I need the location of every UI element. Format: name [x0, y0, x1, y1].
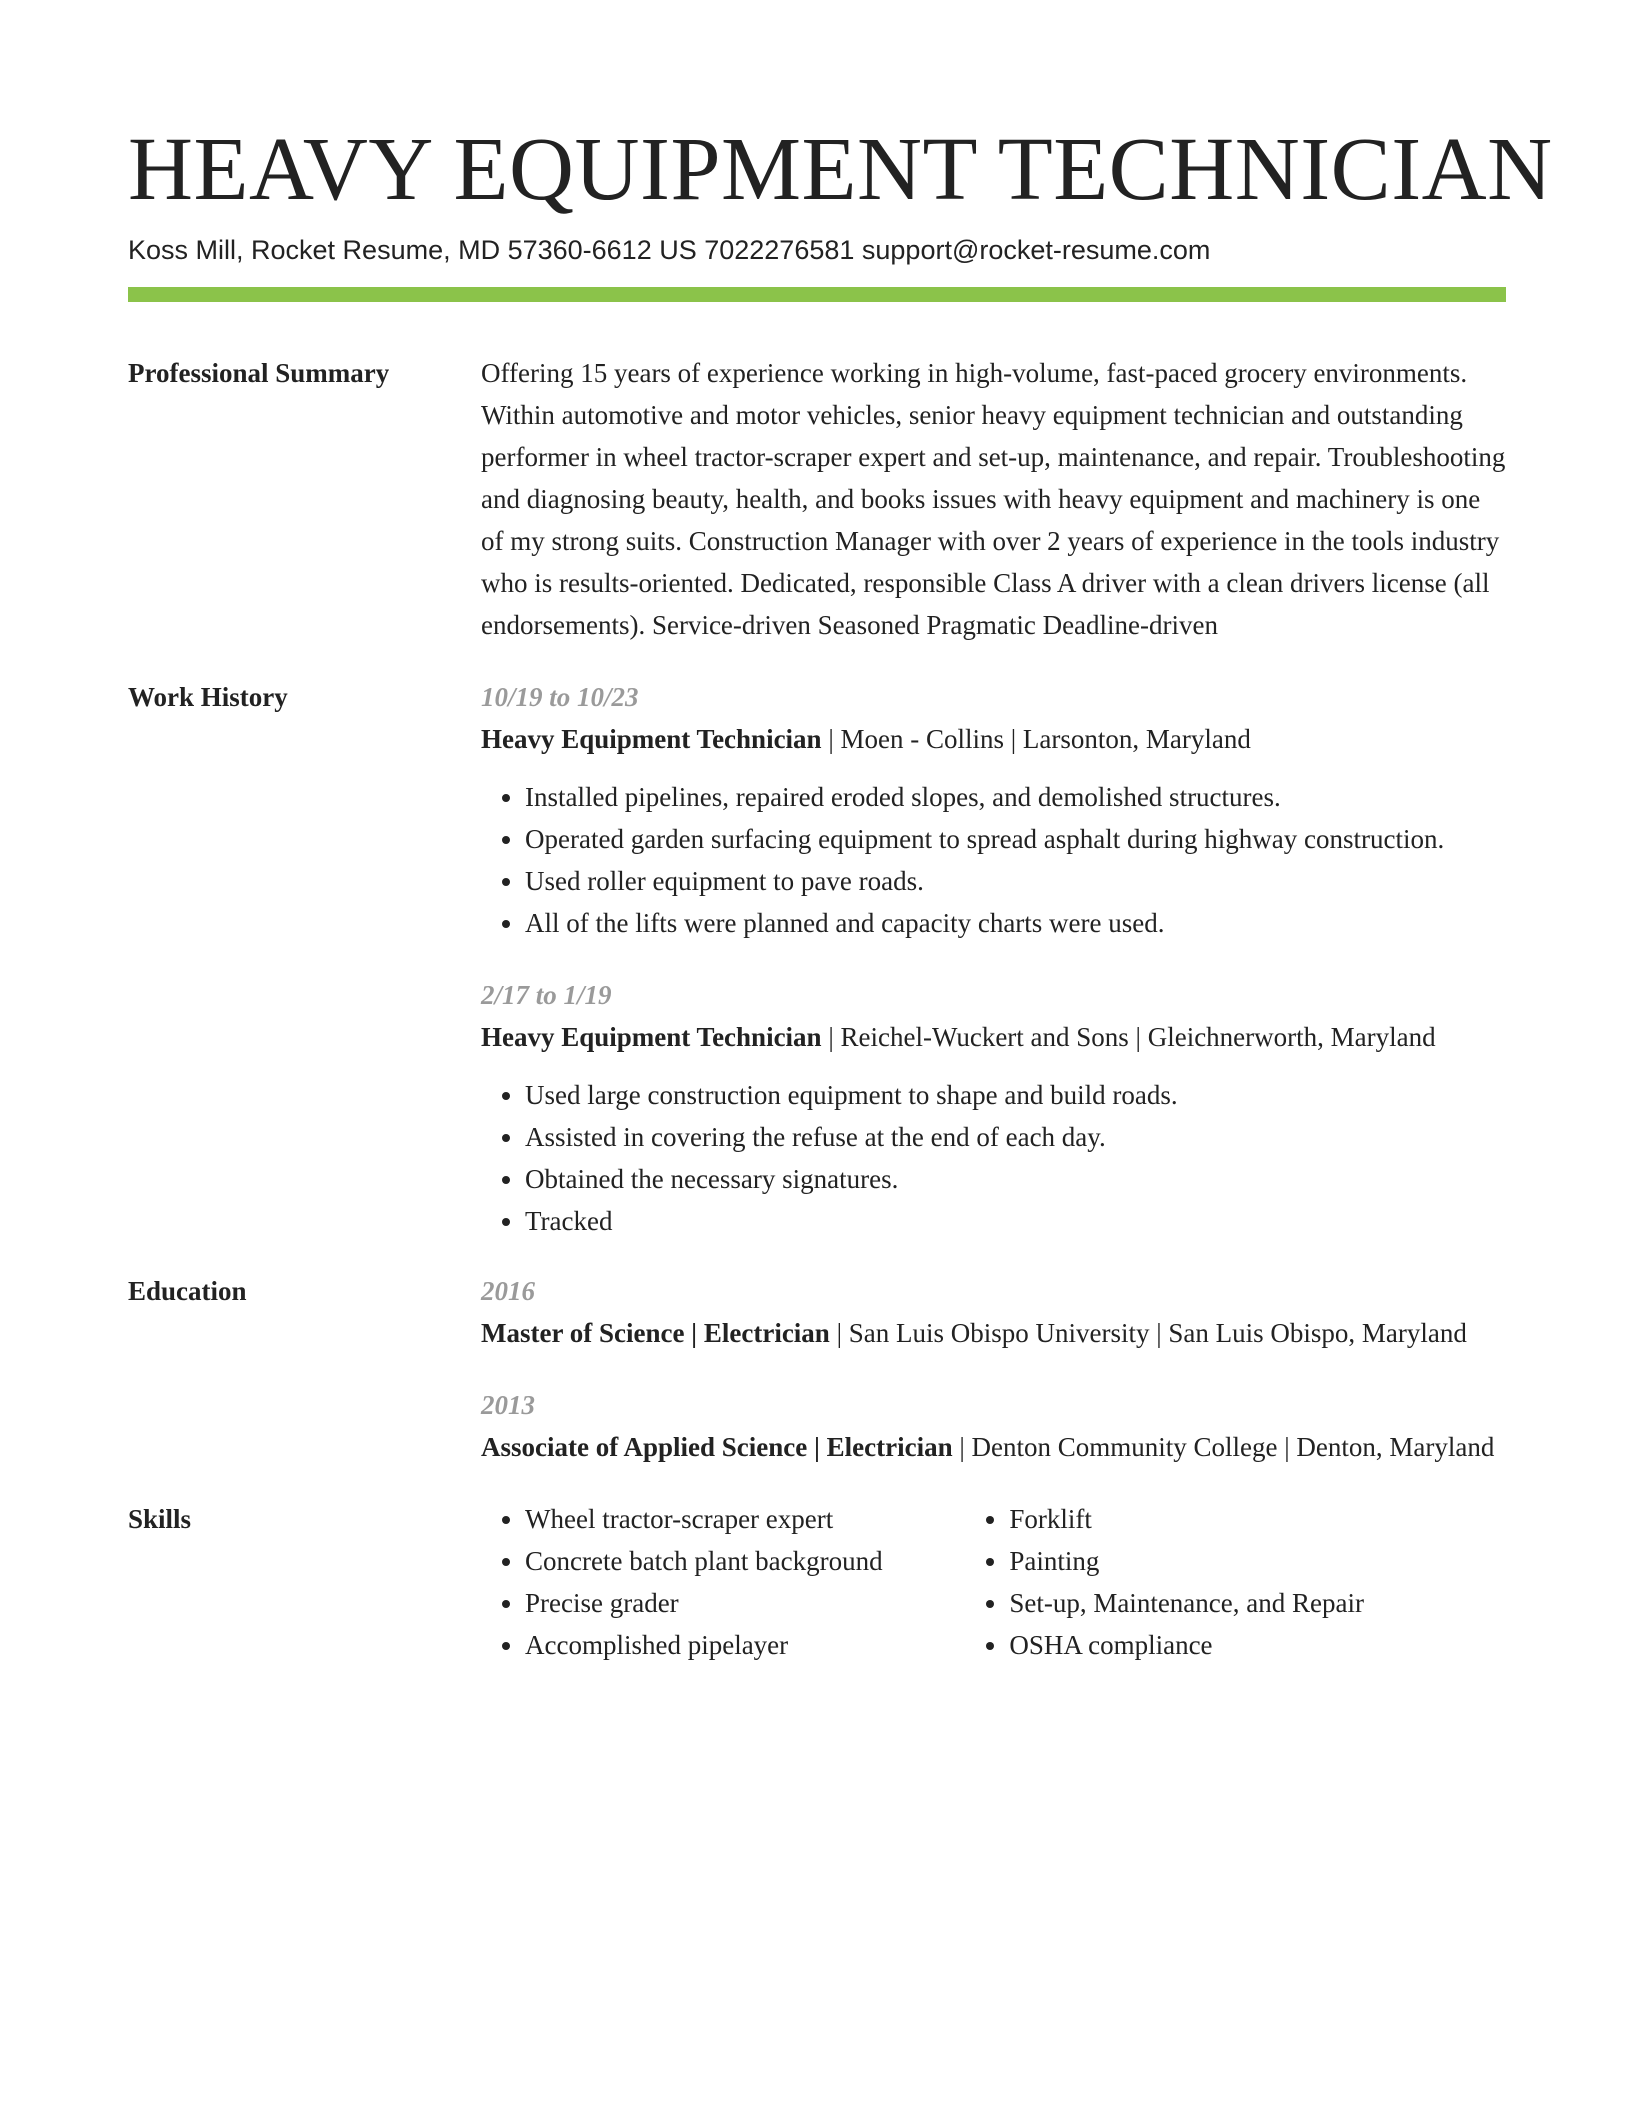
work-history-section	[128, 676, 1506, 1242]
section-title-education: Education	[128, 1276, 247, 1306]
education-year: 2016	[481, 1276, 535, 1306]
skill-item: • Set-up, Maintenance, and Repair	[1009, 1582, 1506, 1624]
summary-text: Offering 15 years of experience working in high-volume, fast-paced grocery environments. Within automotive and motor vehicles, senior heavy equipment technician and outstanding performer in wheel tractor-scraper expert and set-up, maintenance, and repair. Troubleshooting and diagnosing beauty, health, and books issues with heavy equipment and machinery is one of my strong suits. Construction Manager with over 2 years of experience in the tools industry who is results-oriented. Dedicated, responsible Class A driver with a clean drivers license (all endorsements). Service-driven Seasoned Pragmatic Deadline-driven	[481, 358, 1506, 640]
section-title-skills: Skills	[128, 1504, 192, 1534]
skill-item: • Wheel tractor-scraper expert	[525, 1498, 965, 1540]
job-details: | Reichel-Wuckert and Sons | Gleichnerworth, Maryland	[821, 1022, 1436, 1052]
job-bullet: • All of the lifts were planned and capacity charts were used.	[525, 902, 1506, 944]
resume-page	[128, 118, 1553, 1666]
job-bullet: • Operated garden surfacing equipment to spread asphalt during highway construction.	[525, 818, 1506, 860]
education-body	[481, 1270, 1506, 1468]
contact-line: Koss Mill, Rocket Resume, MD 57360-6612 US 7022276581 support@rocket-resume.com	[128, 235, 1211, 265]
summary-section	[128, 352, 1506, 646]
job-bullets	[481, 1074, 1506, 1242]
job-role: Heavy Equipment Technician	[481, 1022, 822, 1052]
education-degree: Associate of Applied Science | Electrician	[481, 1432, 953, 1462]
education-entry	[481, 1384, 1506, 1468]
job-bullet: • Installed pipelines, repaired eroded slopes, and demolished structures.	[525, 776, 1506, 818]
section-title-work: Work History	[128, 682, 288, 712]
job-entry	[481, 676, 1506, 944]
skills-column-left	[481, 1498, 965, 1666]
education-details: | San Luis Obispo University | San Luis Obispo, Maryland	[829, 1318, 1467, 1348]
education-section	[128, 1270, 1506, 1468]
skill-item: • OSHA compliance	[1009, 1624, 1506, 1666]
job-bullets	[481, 776, 1506, 944]
job-bullet: • Used roller equipment to pave roads.	[525, 860, 1506, 902]
job-dates: 10/19 to 10/23	[481, 682, 639, 712]
section-title-summary: Professional Summary	[128, 358, 390, 388]
skill-item: • Precise grader	[525, 1582, 965, 1624]
job-entry	[481, 974, 1506, 1242]
job-bullet: • Used large construction equipment to shape and build roads.	[525, 1074, 1506, 1116]
skills-section	[128, 1498, 1506, 1666]
job-heading	[481, 718, 1506, 760]
skill-item: • Forklift	[1009, 1498, 1506, 1540]
education-details: | Denton Community College | Denton, Maryland	[952, 1432, 1495, 1462]
skills-grid	[481, 1498, 1506, 1666]
skills-column-right	[965, 1498, 1506, 1666]
accent-divider	[128, 287, 1506, 302]
education-year: 2013	[481, 1390, 535, 1420]
education-heading	[481, 1312, 1506, 1354]
job-dates: 2/17 to 1/19	[481, 980, 612, 1010]
job-bullet: • Tracked	[525, 1200, 1506, 1242]
education-entry	[481, 1270, 1506, 1354]
job-bullet: • Obtained the necessary signatures.	[525, 1158, 1506, 1200]
education-heading	[481, 1426, 1506, 1468]
job-heading	[481, 1016, 1506, 1058]
skill-item: • Accomplished pipelayer	[525, 1624, 965, 1666]
job-role: Heavy Equipment Technician	[481, 724, 822, 754]
education-degree: Master of Science | Electrician	[481, 1318, 830, 1348]
work-history-body	[481, 676, 1506, 1242]
resume-name: HEAVY EQUIPMENT TECHNICIAN	[128, 120, 1553, 219]
skill-item: • Painting	[1009, 1540, 1506, 1582]
job-details: | Moen - Collins | Larsonton, Maryland	[821, 724, 1251, 754]
job-bullet: • Assisted in covering the refuse at the end of each day.	[525, 1116, 1506, 1158]
skill-item: • Concrete batch plant background	[525, 1540, 965, 1582]
